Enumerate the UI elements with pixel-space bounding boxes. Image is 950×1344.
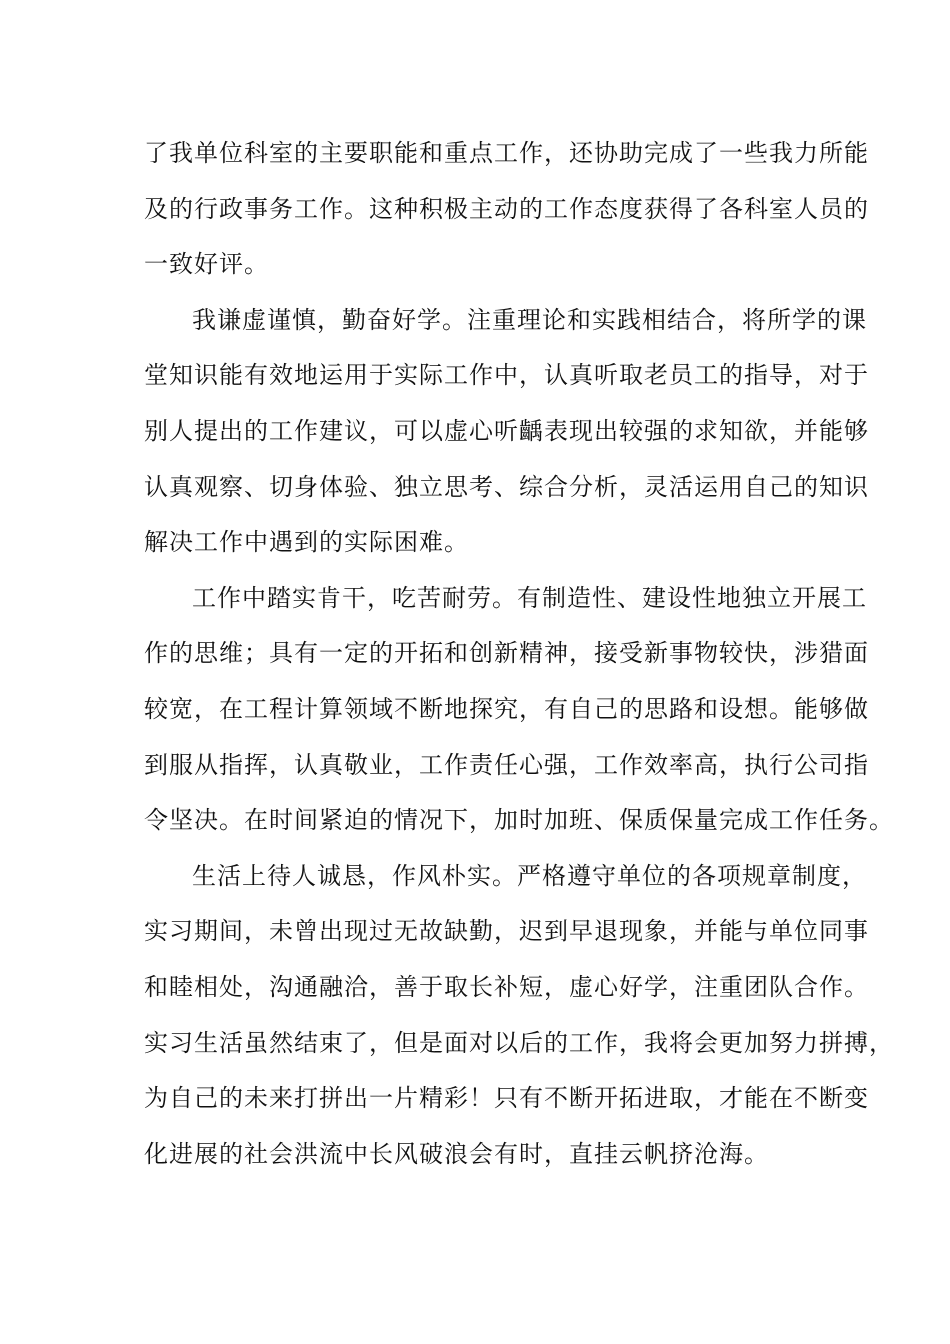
text-line: 为自己的未来打拼出一片精彩！只有不断开拓进取，才能在不断变 <box>144 1084 869 1113</box>
paragraph-start-line: 工作中踏实肯干，吃苦耐劳。有制造性、建设性地独立开展工 <box>192 583 867 612</box>
text-line: 解决工作中遇到的实际困难。 <box>144 528 469 557</box>
text-line: 实习期间，未曾出现过无故缺勤，迟到早退现象，并能与单位同事 <box>144 917 869 946</box>
text-line: 及的行政事务工作。这种积极主动的工作态度获得了各科室人员的 <box>144 194 869 223</box>
text-line: 较宽，在工程计算领域不断地探究，有自己的思路和设想。能够做 <box>144 694 869 723</box>
text-line: 认真观察、切身体验、独立思考、综合分析，灵活运用自己的知识 <box>144 472 869 501</box>
text-line: 别人提出的工作建议，可以虚心听齲表现出较强的求知欲，并能够 <box>144 416 869 445</box>
text-line: 化进展的社会洪流中长风破浪会有时，直挂云帆挤沧海。 <box>144 1139 769 1168</box>
text-line: 作的思维；具有一定的开拓和创新精神，接受新事物较快，涉猎面 <box>144 639 869 668</box>
paragraph-start-line: 我谦虚谨慎，勤奋好学。注重理论和实践相结合，将所学的课 <box>192 305 867 334</box>
text-line: 和睦相处，沟通融洽，善于取长补短，虚心好学，注重团队合作。 <box>144 972 869 1001</box>
text-line: 了我单位科室的主要职能和重点工作，还协助完成了一些我力所能 <box>144 139 869 167</box>
text-line: 实习生活虽然结束了，但是面对以后的工作，我将会更加努力拼搏， <box>144 1028 894 1057</box>
paragraph-start-line: 生活上待人诚恳，作风朴实。严格遵守单位的各项规章制度， <box>192 861 867 890</box>
text-line: 到服从指挥，认真敬业，工作责任心强，工作效率高，执行公司指 <box>144 750 869 779</box>
text-line: 令坚决。在时间紧迫的情况下，加时加班、保质保量完成工作任务。 <box>144 806 894 835</box>
text-line: 一致好评。 <box>144 250 269 279</box>
text-line: 堂知识能有效地运用于实际工作中，认真听取老员工的指导，对于 <box>144 361 869 390</box>
document-body <box>144 131 894 1187</box>
